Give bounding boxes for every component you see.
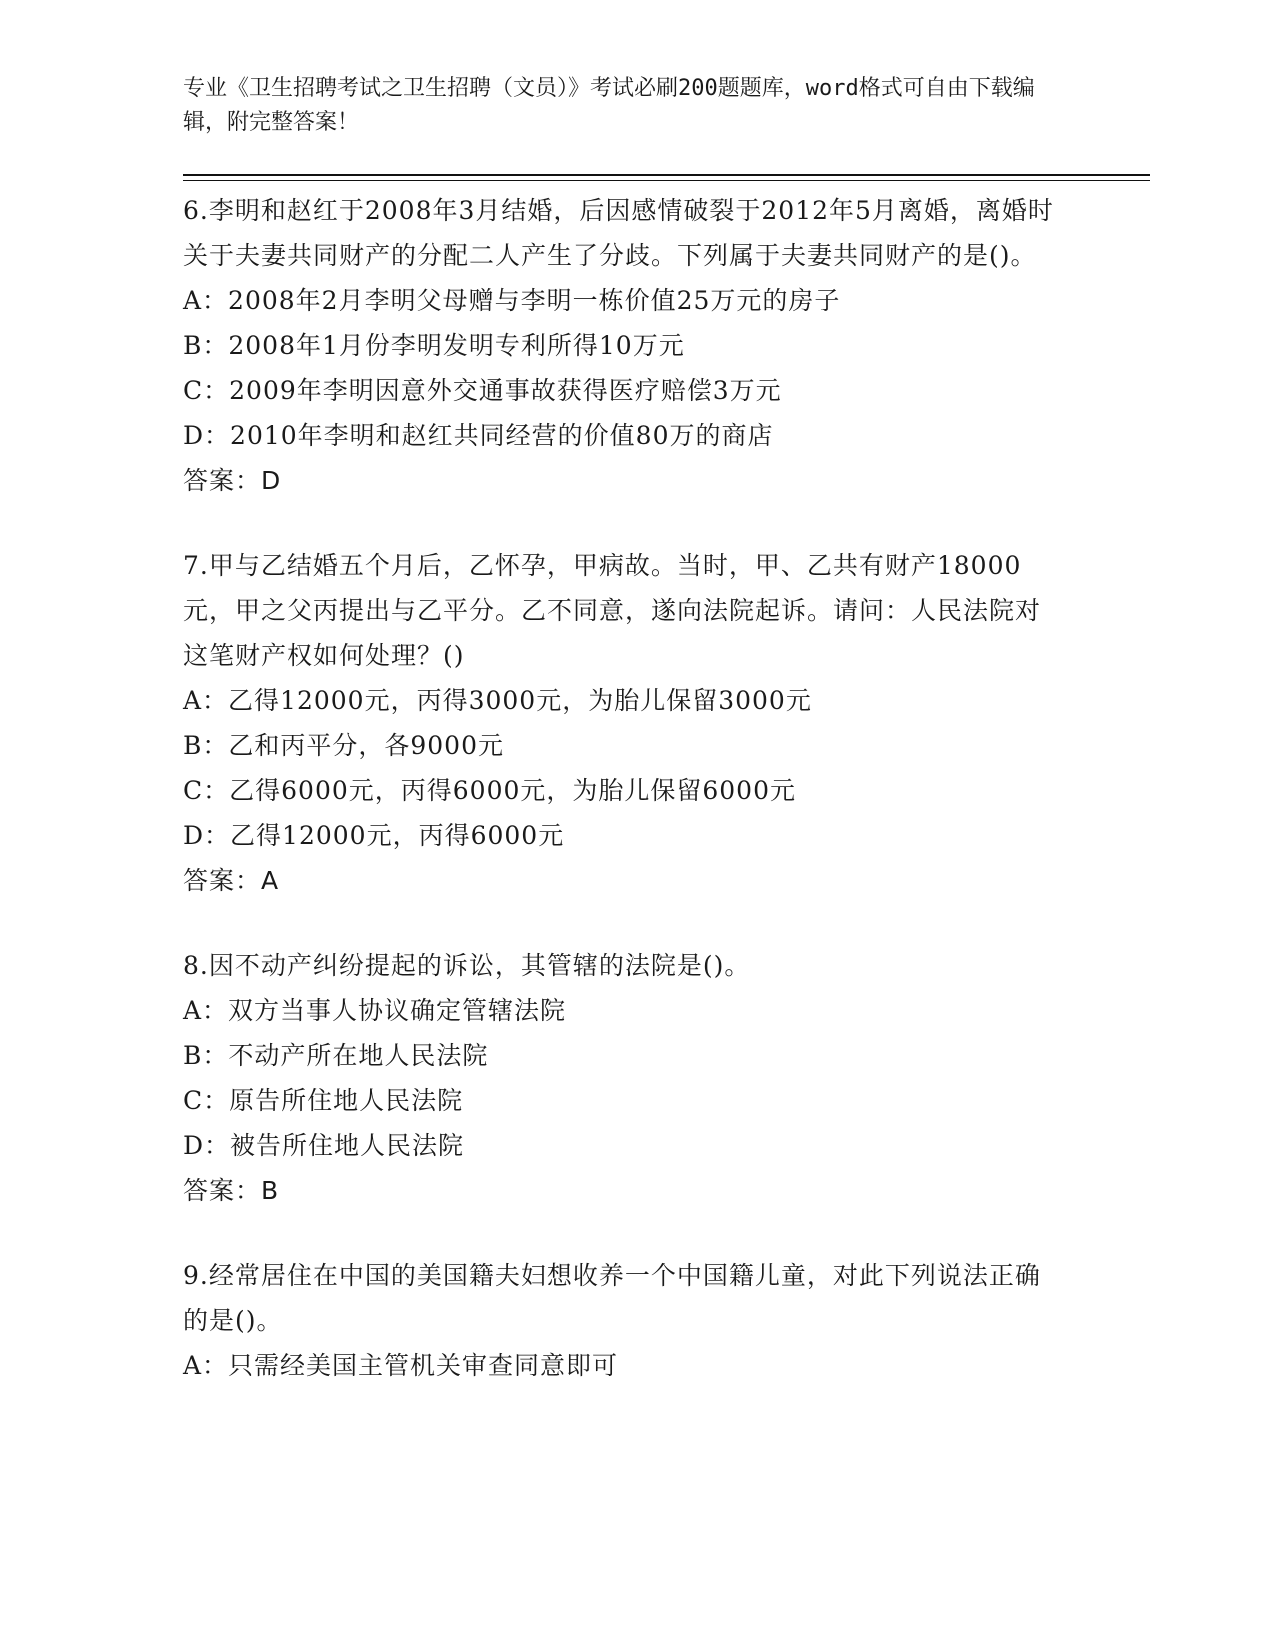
answer-line: 答案：B — [183, 1176, 280, 1205]
option-a: A：只需经美国主管机关审查同意即可 — [183, 1351, 619, 1380]
answer-line: 答案：A — [183, 866, 280, 895]
question-6 — [183, 188, 1063, 503]
question-text: 6.李明和赵红于2008年3月结婚，后因感情破裂于2012年5月离婚，离婚时关于夫妻共同财产的分配二人产生了分歧。下列属于夫妻共同财产的是()。 — [183, 196, 1054, 270]
option-c: C：2009年李明因意外交通事故获得医疗赔偿3万元 — [183, 376, 782, 405]
option-b: B：乙和丙平分，各9000元 — [183, 731, 504, 760]
option-c: C：原告所住地人民法院 — [183, 1086, 464, 1115]
option-d: D：乙得12000元，丙得6000元 — [183, 821, 565, 850]
option-a: A：2008年2月李明父母赠与李明一栋价值25万元的房子 — [183, 286, 841, 315]
document-header: 专业《卫生招聘考试之卫生招聘（文员）》考试必刷200题题库，word格式可自由下载编辑，附完整答案！ — [183, 76, 1035, 135]
question-text: 9.经常居住在中国的美国籍夫妇想收养一个中国籍儿童，对此下列说法正确的是()。 — [183, 1261, 1041, 1335]
header-divider-thick — [183, 174, 1150, 176]
option-c: C：乙得6000元，丙得6000元，为胎儿保留6000元 — [183, 776, 796, 805]
header-divider-thin — [183, 180, 1150, 181]
question-8 — [183, 943, 1063, 1213]
option-d: D：2010年李明和赵红共同经营的价值80万的商店 — [183, 421, 774, 450]
question-text: 8.因不动产纠纷提起的诉讼，其管辖的法院是()。 — [183, 951, 751, 980]
option-b: B：2008年1月份李明发明专利所得10万元 — [183, 331, 685, 360]
question-list — [183, 188, 1063, 1428]
option-a: A：乙得12000元，丙得3000元，为胎儿保留3000元 — [183, 686, 812, 715]
option-b: B：不动产所在地人民法院 — [183, 1041, 489, 1070]
option-d: D：被告所住地人民法院 — [183, 1131, 465, 1160]
answer-line: 答案：D — [183, 466, 282, 495]
question-7 — [183, 543, 1063, 903]
option-a: A：双方当事人协议确定管辖法院 — [183, 996, 567, 1025]
question-text: 7.甲与乙结婚五个月后，乙怀孕，甲病故。当时，甲、乙共有财产18000元，甲之父丙提出与乙平分。乙不同意，遂向法院起诉。请问：人民法院对这笔财产权如何处理？() — [183, 551, 1042, 670]
question-9 — [183, 1253, 1063, 1388]
